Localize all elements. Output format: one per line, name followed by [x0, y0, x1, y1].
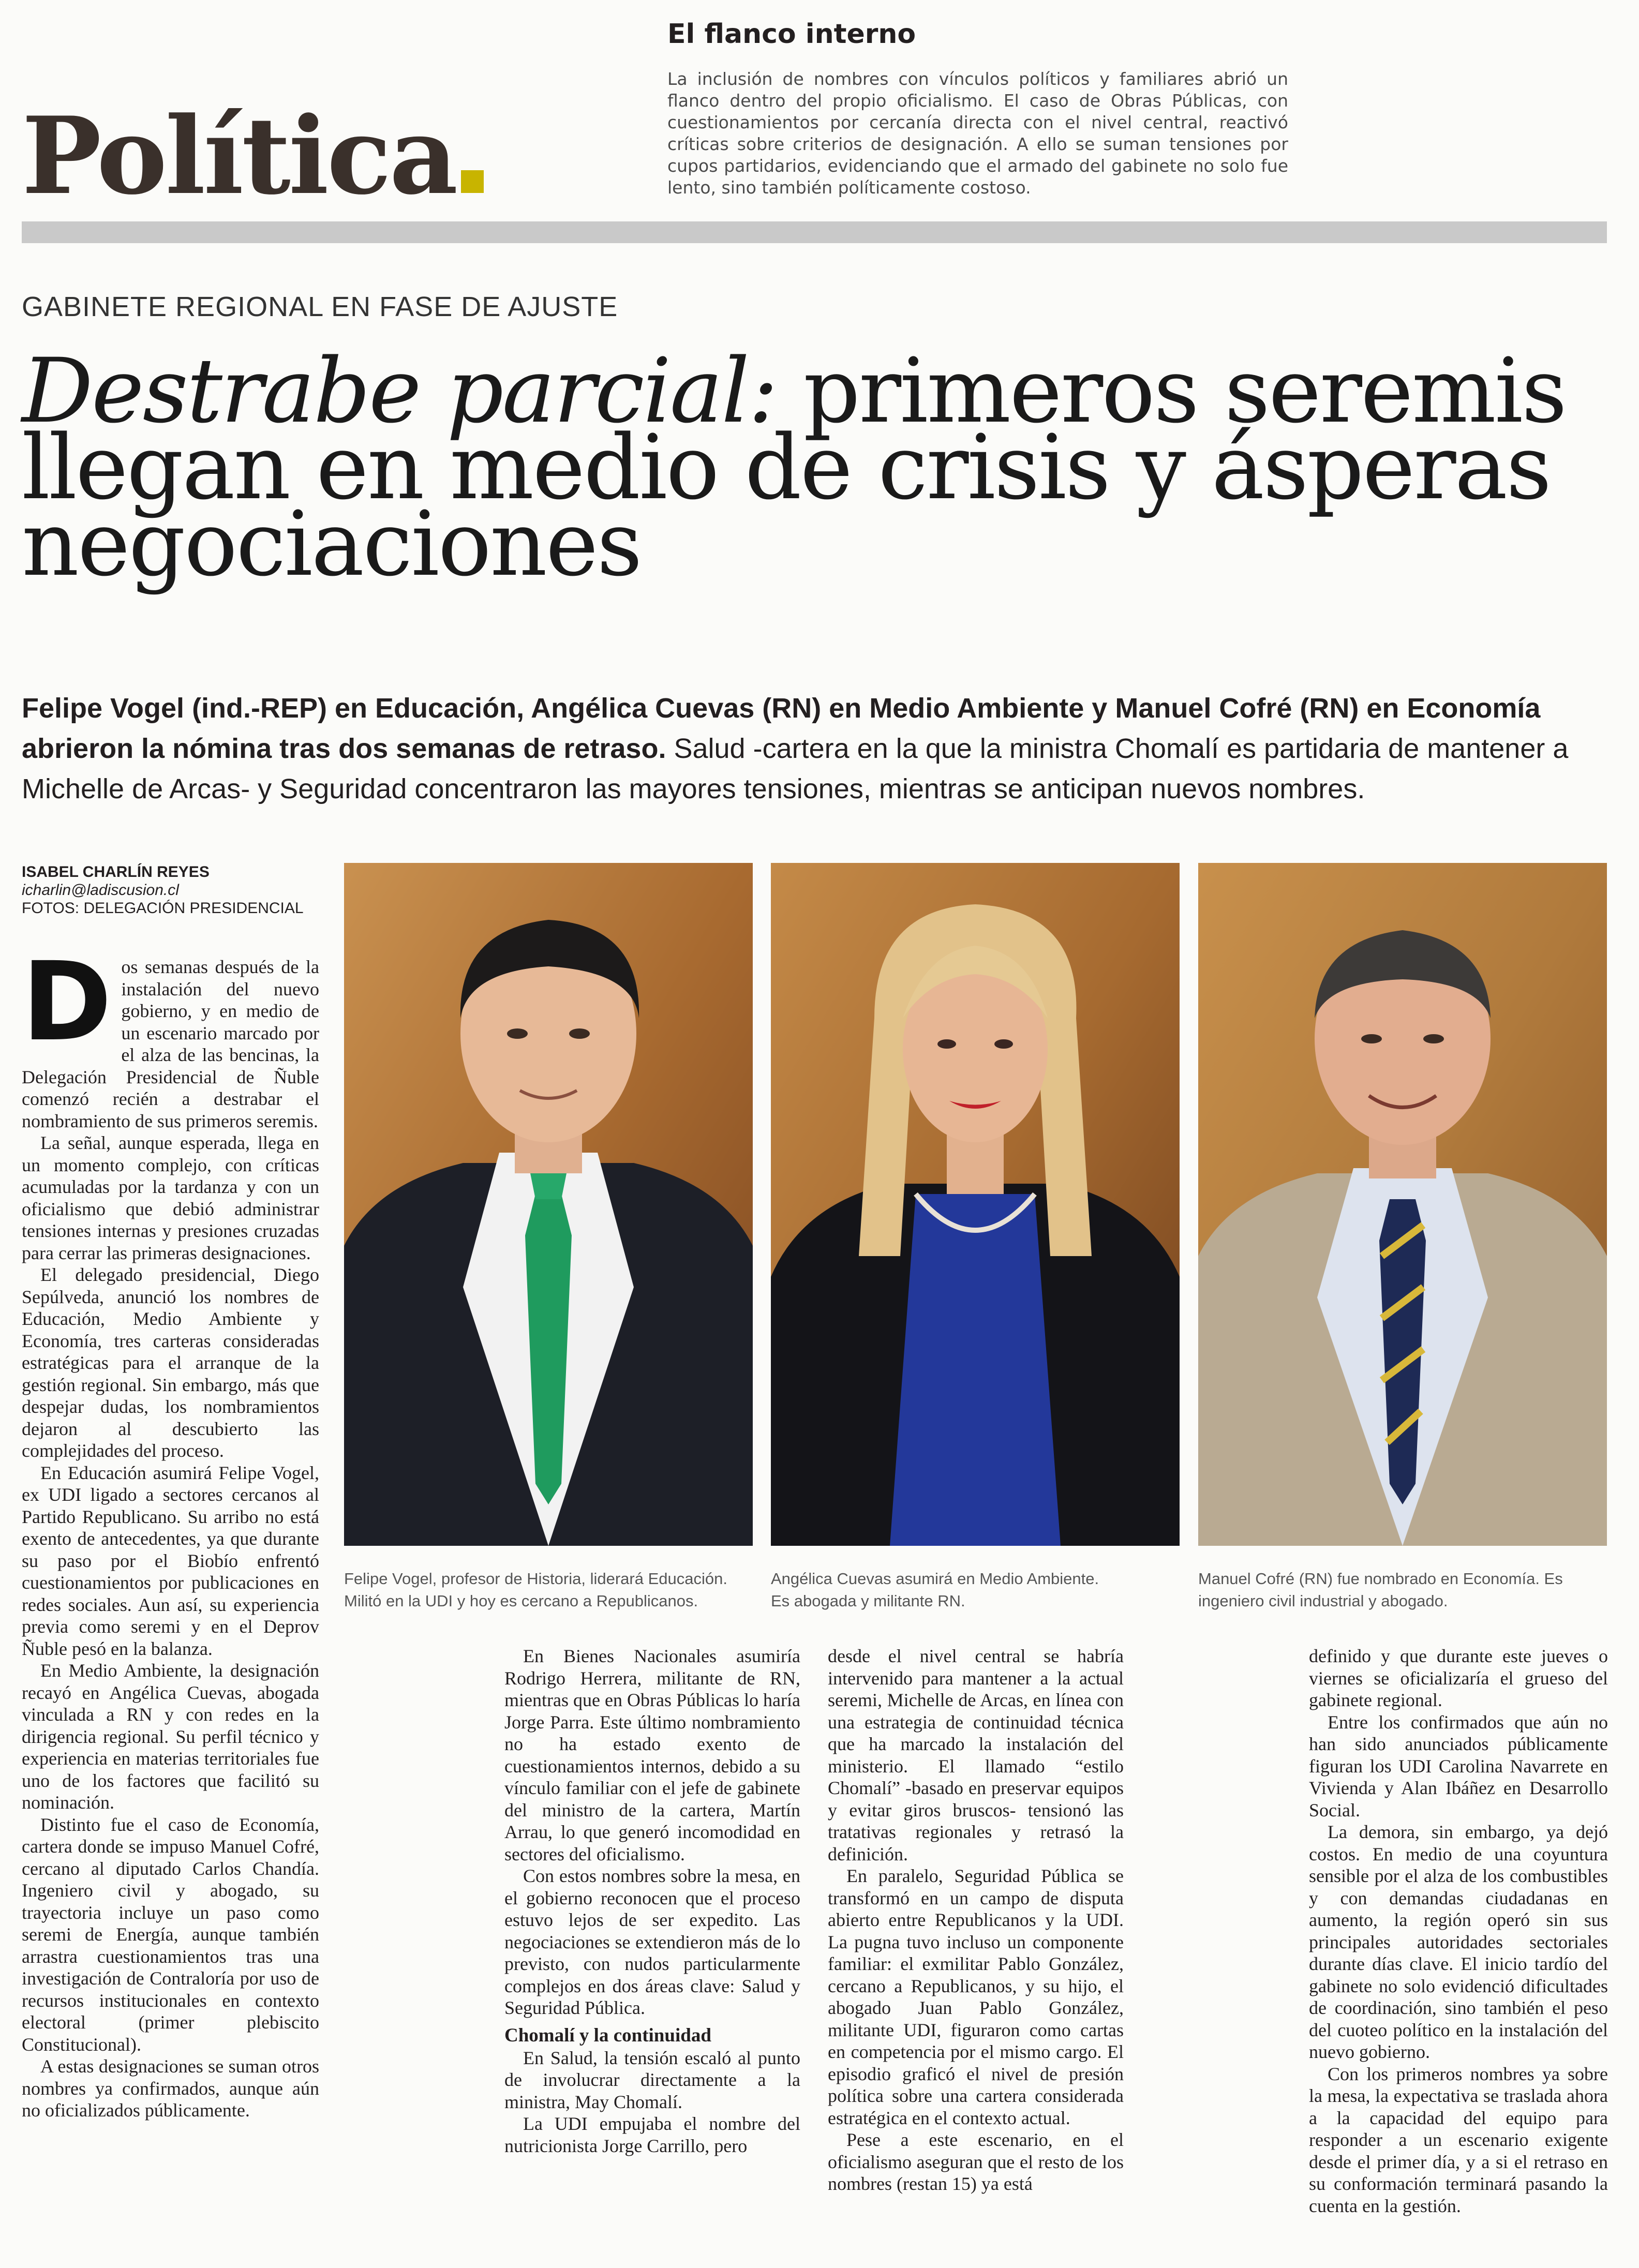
article-column-2: [504, 1645, 800, 2157]
portrait-man-striped-tie: [1198, 863, 1607, 1546]
sidebar-text: La inclusión de nombres con vínculos políticos y familiares abrió un flanco dentro del propio oficialismo. El caso de Obras Públicas, con cuestionamientos por cercanía directa con el nivel central, reactivó críticas sobre criterios de designación. A ello se suman tensiones por cupos partidarios, evidenciando que el armado del gabinete no solo fue lento, sino también políticamente costoso.: [667, 69, 1288, 198]
photo-manuel-cofre: [1198, 863, 1607, 1546]
paragraph: En paralelo, Seguridad Pública se transformó en un campo de disputa abierto entre Republicanos y la UDI. La pugna tuvo incluso un componente familiar: el exmilitar Pablo González, cercano a Republicanos, y su hijo, el abogado Juan Pablo González, militante UDI, figuraron como cartas en competencia por el mismo cargo. El episodio graficó el nivel de presión política sobre una cartera considerada estratégica en el contexto actual.: [828, 1866, 1124, 2128]
section-accent-dot: [461, 170, 484, 193]
paragraph: Con los primeros nombres ya sobre la mesa, la expectativa se traslada ahora a la capacidad del equipo para responder a un escenario exigente desde el primer día, y a si el retraso en su conformación terminará pasando la cuenta en la gestión.: [1309, 2063, 1608, 2216]
paragraph: La UDI empujaba el nombre del nutricionista Jorge Carrillo, pero: [504, 2113, 800, 2156]
subheading: Chomalí y la continuidad: [504, 2024, 711, 2046]
paragraph: Dos semanas después de la instalación del nuevo gobierno, y en medio de un escenario marcado por el alza de las bencinas, la Delegación Presidencial de Ñuble comenzó recién a destrabar el nombramiento de sus primeros seremis.: [22, 938, 319, 1131]
paragraph: La señal, aunque esperada, llega en un momento complejo, con críticas acumuladas por la tardanza y con un oficialismo que debió administrar tensiones internas y presiones cruzadas para cerrar las primeras designaciones.: [22, 1132, 319, 1263]
deck-bold: Felipe Vogel (ind.-REP) en Educación, Angélica Cuevas (RN) en Medio Ambiente y Manuel Cofré (RN) en Economía abrieron la nómina tras dos semanas de retraso.: [22, 693, 1541, 764]
portrait-man-green-tie: [344, 863, 753, 1546]
paragraph: Con estos nombres sobre la mesa, en el gobierno reconocen que el proceso estuvo lejos de ser expedito. Las negociaciones se extendieron más de lo previsto, con nudos particularmente complejos en dos áreas clave: Salud y Seguridad Pública.: [504, 1866, 800, 2018]
article-column-3: [828, 1645, 1124, 2195]
byline-photos: FOTOS: DELEGACIÓN PRESIDENCIAL: [22, 900, 304, 917]
paragraph: Entre los confirmados que aún no han sido anunciados públicamente figuran los UDI Carolina Navarrete en Vivienda y Alan Ibáñez en Desarrollo Social.: [1309, 1711, 1608, 1821]
paragraph: desde el nivel central se habría intervenido para mantener a la actual seremi, Michelle de Arcas, en línea con una estrategia de continuidad técnica que ha marcado la instalación del ministerio. El llamado “estilo Chomalí” -basado en preservar equipos y evitar giros bruscos- tensionó las tratativas regionales y retrasó la definición.: [828, 1646, 1124, 1864]
paragraph: En Salud, la tensión escaló al punto de involucrar directamente a la ministra, May Chomalí.: [504, 2047, 800, 2112]
article-column-1: [22, 938, 319, 2122]
paragraph: La demora, sin embargo, ya dejó costos. En medio de una coyuntura sensible por el alza de los combustibles y con demandas ciudadanas en aumento, la región operó sin sus principales autoridades sectoriales durante días clave. El inicio tardío del gabinete no solo evidenció dificultades de coordinación, sino también el peso del cuoteo político en la instalación del nuevo gobierno.: [1309, 1822, 1608, 2062]
deck-regular: Salud -cartera en la que la ministra Chomalí es partidaria de mantener a Michelle de Arcas- y Seguridad concentraron las mayores tensiones, mientras se anticipan nuevos nombres.: [22, 733, 1569, 804]
photo-caption: Angélica Cuevas asumirá en Medio Ambiente. Es abogada y militante RN.: [771, 1570, 1099, 1610]
section-title: Política: [22, 103, 484, 210]
paragraph: En Bienes Nacionales asumiría Rodrigo Herrera, militante de RN, mientras que en Obras Públicas lo haría Jorge Parra. Este último nombramiento no ha estado exento de cuestionamientos internos, debido a su vínculo familiar con el jefe de gabinete del ministro de la cartera, Martín Arrau, lo que generó incomodidad en sectores del oficialismo.: [504, 1646, 800, 1864]
paragraph: definido y que durante este jueves o viernes se oficializaría el grueso del gabinete regional.: [1309, 1646, 1608, 1710]
headline-lead: Destrabe parcial:: [22, 339, 777, 443]
header-divider-bar: [22, 221, 1607, 243]
article-deck: [22, 688, 1605, 809]
paragraph: En Educación asumirá Felipe Vogel, ex UDI ligado a sectores cercanos al Partido Republicano. Su arribo no está exento de antecedentes, ya que durante su paso por el Biobío enfrentó cuestionamientos por publicaciones en redes sociales. Aun así, su experiencia previa como seremi y en el Deprov Ñuble pesó en la balanza.: [22, 1462, 319, 1659]
paragraph: El delegado presidencial, Diego Sepúlveda, anunció los nombres de Educación, Medio Ambiente y Economía, tres carteras consideradas estratégicas para el arranque de la gestión regional. Sin embargo, más que despejar dudas, los nombramientos dejaron al descubierto las complejidades del proceso.: [22, 1264, 319, 1461]
paragraph: Pese a este escenario, en el oficialismo aseguran que el resto de los nombres (restan 15) ya está: [828, 2129, 1124, 2194]
headline-rest: primeros seremis llegan en medio de crisis y ásperas negociaciones: [22, 339, 1566, 596]
photo-caption: Felipe Vogel, profesor de Historia, liderará Educación. Militó en la UDI y hoy es cercano a Republicanos.: [344, 1570, 727, 1610]
article-column-4: [1309, 1645, 1608, 2217]
paragraph: En Medio Ambiente, la designación recayó en Angélica Cuevas, abogada vinculada a RN y con redes en la dirigencia regional. Su perfil técnico y experiencia en materias territoriales fue uno de los factores que facilitó su nominación.: [22, 1660, 319, 1813]
portrait-woman-blue-dress: [771, 863, 1180, 1546]
paragraph: A estas designaciones se suman otros nombres ya confirmados, aunque aún no oficializados públicamente.: [22, 2056, 319, 2121]
drop-cap: D: [22, 938, 112, 1065]
paragraph: Distinto fue el caso de Economía, cartera donde se impuso Manuel Cofré, cercano al diputado Carlos Chandía. Ingeniero civil y abogado, su trayectoria incluye un paso como seremi de Energía, aunque también arrastra cuestionamientos tras una investigación de Contraloría por uso de recursos institucionales en contexto electoral (primer plebiscito Constitucional).: [22, 1814, 319, 2055]
photo-angelica-cuevas: [771, 863, 1180, 1546]
byline-author: ISABEL CHARLÍN REYES: [22, 863, 210, 881]
byline: [22, 863, 311, 917]
article-kicker: GABINETE REGIONAL EN FASE DE AJUSTE: [22, 291, 618, 322]
photo-felipe-vogel: [344, 863, 753, 1546]
sidebar-title: El flanco interno: [667, 19, 916, 50]
article-headline: [22, 339, 1605, 596]
byline-email: icharlin@ladiscusion.cl: [22, 882, 179, 899]
photo-caption: Manuel Cofré (RN) fue nombrado en Economía. Es ingeniero civil industrial y abogado.: [1198, 1570, 1563, 1610]
